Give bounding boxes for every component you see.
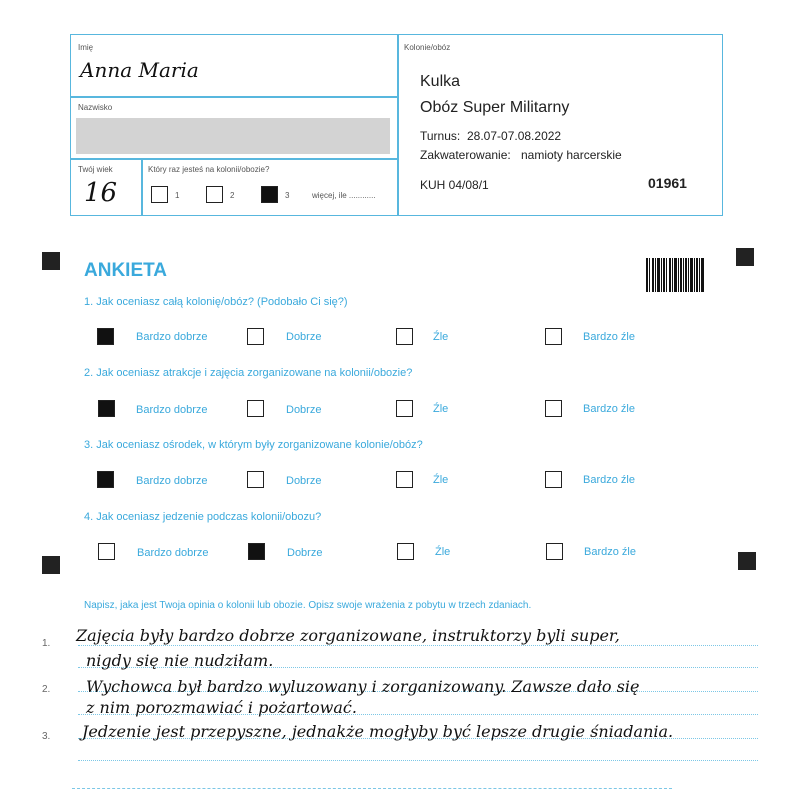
times-option-3-label: 3: [285, 191, 290, 200]
camp-title: Obóz Super Militarny: [420, 99, 570, 116]
question-4: 4. Jak oceniasz jedzenie podczas kolonii/obozu?: [84, 511, 322, 523]
first-name-value[interactable]: Anna Maria: [80, 58, 199, 82]
q4-checkbox-bardzo-zle[interactable]: [546, 543, 563, 560]
camp-label: Kolonie/obóz: [404, 43, 451, 52]
q4-option-bardzo-dobrze: Bardzo dobrze: [137, 547, 209, 559]
times-checkbox-3[interactable]: [261, 186, 278, 203]
bottom-dashed-edge: [72, 788, 672, 789]
q1-checkbox-bardzo-dobrze[interactable]: [97, 328, 114, 345]
q1-option-zle: Źle: [433, 331, 449, 343]
opinion-number-1: 1.: [42, 638, 51, 649]
times-checkbox-2[interactable]: [206, 186, 223, 203]
q4-option-bardzo-zle: Bardzo źle: [584, 546, 636, 558]
q3-option-zle: Źle: [433, 474, 449, 486]
q2-option-dobrze: Dobrze: [286, 404, 322, 416]
q2-checkbox-dobrze[interactable]: [247, 400, 264, 417]
registration-marker-bottom-right: [738, 552, 756, 570]
q1-option-bardzo-dobrze: Bardzo dobrze: [136, 331, 208, 343]
q4-option-zle: Źle: [435, 546, 451, 558]
registration-marker-top-left: [42, 252, 60, 270]
q2-option-bardzo-dobrze: Bardzo dobrze: [136, 404, 208, 416]
opinion-line-6: [78, 760, 758, 761]
form-number: 01961: [648, 175, 687, 191]
opinion-text-line-5[interactable]: Jedzenie jest przepyszne, jednakże mogłyby być lepsze drugie śniadania.: [82, 722, 674, 741]
divider-surname: [71, 158, 397, 160]
times-more-label: więcej, ile ............: [312, 191, 376, 200]
age-value[interactable]: 16: [84, 178, 118, 208]
turnus-label: Turnus:: [420, 129, 461, 143]
camp-name: Kulka: [420, 73, 461, 90]
registration-marker-top-right: [736, 248, 754, 266]
q3-option-bardzo-zle: Bardzo źle: [583, 474, 635, 486]
turnus-value: 28.07-07.08.2022: [467, 129, 562, 143]
q2-checkbox-bardzo-zle[interactable]: [545, 400, 562, 417]
question-3: 3. Jak oceniasz ośrodek, w którym były zorganizowane kolonie/obóz?: [84, 439, 423, 451]
times-option-1-label: 1: [175, 191, 180, 200]
question-2: 2. Jak oceniasz atrakcje i zajęcia zorganizowane na kolonii/obozie?: [84, 367, 413, 379]
opinion-number-3: 3.: [42, 731, 51, 742]
first-name-label: Imię: [78, 43, 94, 52]
divider-name: [71, 96, 397, 98]
q2-option-bardzo-zle: Bardzo źle: [583, 403, 635, 415]
q2-option-zle: Źle: [433, 403, 449, 415]
q4-checkbox-dobrze[interactable]: [248, 543, 265, 560]
opinion-number-2: 2.: [42, 684, 51, 695]
last-name-label: Nazwisko: [78, 103, 113, 112]
header-divider: [397, 35, 399, 215]
registration-marker-bottom-left: [42, 556, 60, 574]
q3-option-dobrze: Dobrze: [286, 475, 322, 487]
times-label: Który raz jesteś na kolonii/obozie?: [148, 165, 270, 174]
q4-checkbox-bardzo-dobrze[interactable]: [98, 543, 115, 560]
q1-checkbox-zle[interactable]: [396, 328, 413, 345]
q2-checkbox-bardzo-dobrze[interactable]: [98, 400, 115, 417]
q1-option-bardzo-zle: Bardzo źle: [583, 331, 635, 343]
form-code: KUH 04/08/1: [420, 178, 489, 192]
opinion-line-1: [78, 645, 758, 646]
survey-title: ANKIETA: [84, 260, 168, 281]
q1-checkbox-bardzo-zle[interactable]: [545, 328, 562, 345]
barcode-icon: [646, 258, 704, 292]
q3-checkbox-dobrze[interactable]: [247, 471, 264, 488]
times-checkbox-1[interactable]: [151, 186, 168, 203]
last-name-redacted: [76, 118, 390, 154]
q3-checkbox-zle[interactable]: [396, 471, 413, 488]
q3-option-bardzo-dobrze: Bardzo dobrze: [136, 475, 208, 487]
opinion-text-line-3[interactable]: Wychowca był bardzo wyluzowany i zorganizowany. Zawsze dało się: [86, 677, 640, 696]
accommodation-value: namioty harcerskie: [521, 148, 622, 162]
q4-option-dobrze: Dobrze: [287, 547, 323, 559]
opinion-prompt: Napisz, jaka jest Twoja opinia o kolonii lub obozie. Opisz swoje wrażenia z pobytu w trzech zdaniach.: [84, 600, 532, 611]
q4-checkbox-zle[interactable]: [397, 543, 414, 560]
accommodation-label: Zakwaterowanie:: [420, 148, 511, 162]
times-option-2-label: 2: [230, 191, 235, 200]
age-label: Twój wiek: [78, 165, 113, 174]
opinion-text-line-1[interactable]: Zajęcia były bardzo dobrze zorganizowane, instruktorzy byli super,: [76, 626, 620, 645]
question-1: 1. Jak oceniasz całą kolonię/obóz? (Podobało Ci się?): [84, 296, 348, 308]
q2-checkbox-zle[interactable]: [396, 400, 413, 417]
q1-option-dobrze: Dobrze: [286, 331, 322, 343]
q3-checkbox-bardzo-dobrze[interactable]: [97, 471, 114, 488]
q1-checkbox-dobrze[interactable]: [247, 328, 264, 345]
divider-age: [141, 159, 143, 215]
q3-checkbox-bardzo-zle[interactable]: [545, 471, 562, 488]
opinion-text-line-2[interactable]: nigdy się nie nudziłam.: [86, 651, 274, 670]
opinion-text-line-4[interactable]: z nim porozmawiać i pożartować.: [86, 698, 357, 717]
